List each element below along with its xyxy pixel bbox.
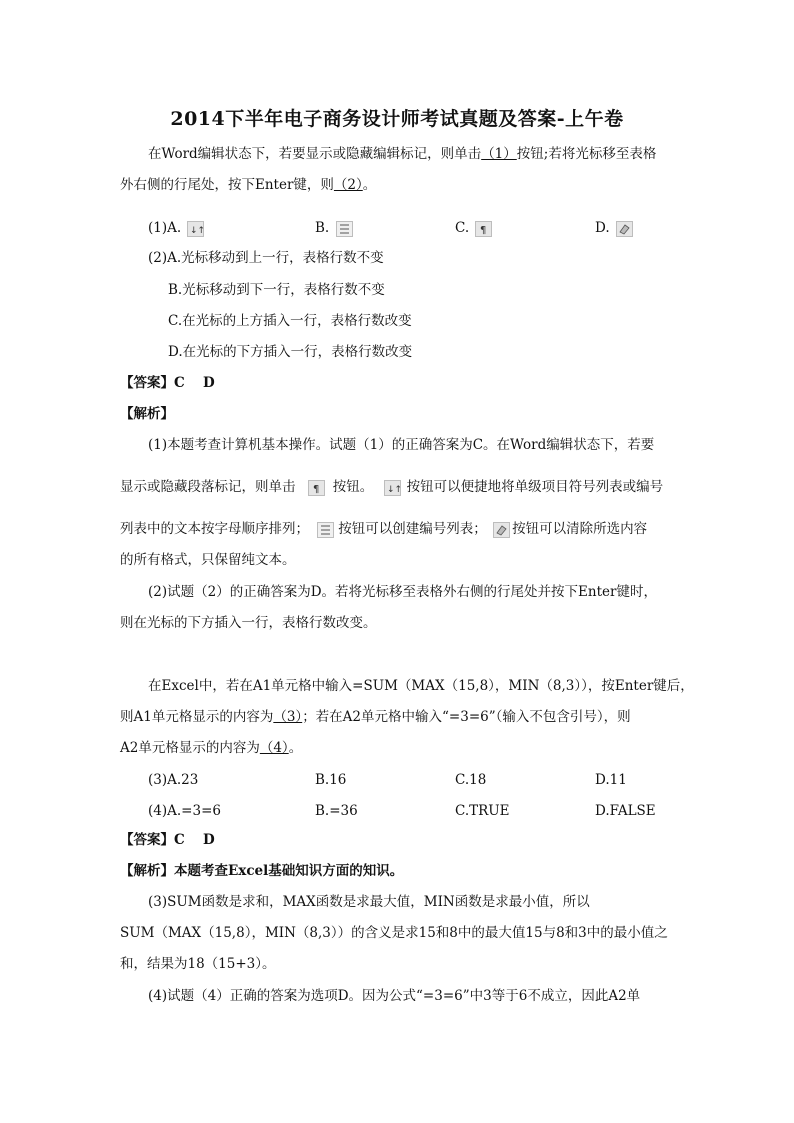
clear-format-icon bbox=[493, 522, 510, 538]
q1-analysis-line-2: 显示或隐藏段落标记，则单击 ¶ 按钮。 ↓↑ 按钮可以便捷地将单级项目符号列表或编号 bbox=[120, 479, 664, 495]
q1-answer: 【答案】C D bbox=[120, 375, 215, 391]
numbered-list-icon bbox=[317, 522, 334, 538]
blank-1: （1） bbox=[481, 146, 517, 162]
option-3b: B.16 bbox=[315, 772, 347, 788]
numbered-list-icon bbox=[336, 221, 353, 237]
q2-analysis-line-1: (3)SUM函数是求和，MAX函数是求最大值，MIN函数是求最小值，所以 bbox=[148, 894, 590, 910]
clear-format-icon bbox=[616, 221, 633, 237]
q1-analysis-line-3: 列表中的文本按字母顺序排列； 按钮可以创建编号列表； 按钮可以清除所选内容 bbox=[120, 521, 648, 537]
option-4d: D.FALSE bbox=[595, 803, 656, 819]
q2-analysis-line-4: (4)试题（4）正确的答案为选项D。因为公式“=3=6”中3等于6不成立，因此A2单 bbox=[148, 988, 641, 1004]
q1-option-2d: D.在光标的下方插入一行，表格行数改变 bbox=[168, 344, 413, 360]
paragraph-mark-icon bbox=[475, 221, 492, 237]
option-3c: C.18 bbox=[455, 772, 487, 788]
option-1d: D. bbox=[595, 218, 635, 238]
document-title: 2014下半年电子商务设计师考试真题及答案-上午卷 bbox=[170, 108, 624, 130]
q2-line-1: 在Excel中，若在A1单元格中输入=SUM（MAX（15,8），MIN（8,3）），按Enter键后， bbox=[148, 678, 694, 694]
q2-analysis-line-2: SUM（MAX（15,8），MIN（8,3））的含义是求15和8中的最大值15与8和3中的最小值之 bbox=[120, 925, 668, 941]
q2-answer: 【答案】C D bbox=[120, 832, 215, 848]
option-4a: (4)A.=3=6 bbox=[148, 803, 221, 819]
svg-text:¶: ¶ bbox=[312, 483, 320, 495]
option-1b: B. bbox=[315, 218, 355, 238]
svg-text:¶: ¶ bbox=[480, 224, 487, 236]
blank-2: （2） bbox=[333, 177, 363, 193]
blank-3: （3） bbox=[273, 709, 303, 725]
paragraph-mark-icon bbox=[308, 480, 325, 496]
q1-analysis-label: 【解析】 bbox=[120, 406, 174, 422]
q1-analysis-line-1: (1)本题考查计算机基本操作。试题（1）的正确答案为C。在Word编辑状态下，若要 bbox=[148, 437, 655, 453]
q1-option-2a: (2)A.光标移动到上一行，表格行数不变 bbox=[148, 250, 384, 266]
q1-analysis-line-6: 则在光标的下方插入一行，表格行数改变。 bbox=[120, 615, 377, 631]
q1-line-1: 在Word编辑状态下，若要显示或隐藏编辑标记，则单击（1）按钮;若将光标移至表格 bbox=[148, 146, 657, 162]
option-4b: B.=36 bbox=[315, 803, 358, 819]
sort-icon bbox=[384, 480, 401, 496]
option-3d: D.11 bbox=[595, 772, 627, 788]
q1-analysis-line-4: 的所有格式，只保留纯文本。 bbox=[120, 552, 296, 568]
option-4c: C.TRUE bbox=[455, 803, 510, 819]
q2-analysis-line-3: 和，结果为18（15+3）。 bbox=[120, 956, 276, 972]
svg-text:↓↑: ↓↑ bbox=[386, 484, 402, 495]
sort-icon bbox=[187, 221, 204, 237]
q2-analysis: 【解析】本题考查Excel基础知识方面的知识。 bbox=[120, 863, 404, 879]
option-1a: (1)A. ↓↑ bbox=[148, 220, 206, 236]
q1-option-2c: C.在光标的上方插入一行，表格行数改变 bbox=[168, 313, 412, 329]
q1-analysis-line-5: (2)试题（2）的正确答案为D。若将光标移至表格外右侧的行尾处并按下Enter键时， bbox=[148, 584, 657, 600]
option-1c: C. ¶ bbox=[455, 218, 494, 238]
q2-line-3: A2单元格显示的内容为（4）。 bbox=[120, 740, 303, 756]
q2-line-2: 则A1单元格显示的内容为（3）；若在A2单元格中输入“=3=6”（输入不包含引号），则 bbox=[120, 709, 631, 725]
q1-option-2b: B.光标移动到下一行，表格行数不变 bbox=[168, 282, 385, 298]
option-3a: (3)A.23 bbox=[148, 772, 199, 788]
blank-4: （4） bbox=[259, 740, 289, 756]
q1-line-2: 外右侧的行尾处，按下Enter键，则（2）。 bbox=[120, 177, 377, 193]
svg-text:↓↑: ↓↑ bbox=[190, 225, 206, 236]
